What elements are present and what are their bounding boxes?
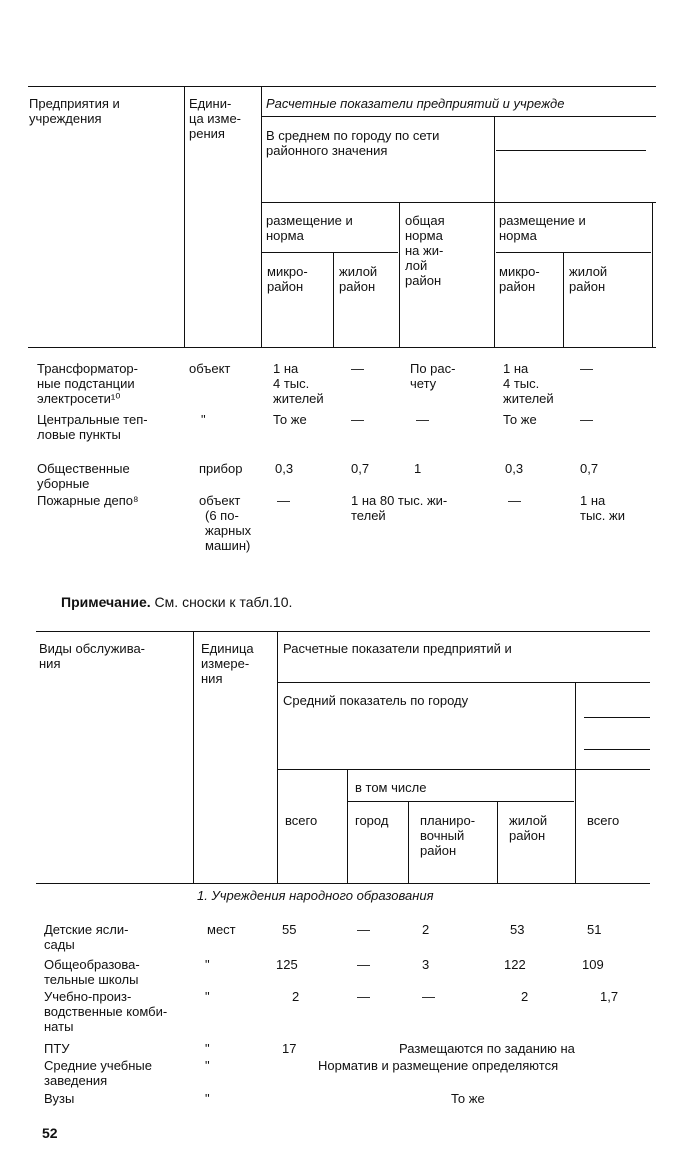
- row-fire-c2: 1 на 80 тыс. жи- телей: [351, 493, 448, 523]
- table2-header-bottom-rule: [36, 883, 650, 884]
- table2-col-line: [408, 801, 409, 883]
- row-fire-c4: —: [508, 493, 521, 508]
- row-toilets-c2: 0,7: [351, 461, 370, 476]
- header-city-average: В среднем по городу по сети районного значения: [266, 128, 440, 158]
- row-nursery-v5: 51: [587, 922, 602, 937]
- row-nursery-name: Детские ясли- сады: [44, 922, 129, 952]
- row-univ-unit: ": [205, 1091, 210, 1106]
- note-label: Примечание.: [61, 594, 151, 610]
- header-residential-2: жилой район: [569, 264, 608, 294]
- note-text: См. сноски к табл.10.: [150, 594, 293, 610]
- header-unit-2: Единица измере- ния: [201, 641, 254, 686]
- row-ukp-name: Учебно-произ- водственные комби- наты: [44, 989, 168, 1034]
- table2-col-line: [347, 769, 348, 883]
- table1-col-line: [184, 86, 185, 347]
- row-fire-unit: объект (6 по- жарных машин): [199, 493, 252, 553]
- row-secondary-unit: ": [205, 1058, 210, 1073]
- table1-col-line: [399, 202, 400, 347]
- table1-col-line: [494, 116, 495, 347]
- table2-col-line: [575, 682, 576, 883]
- row-ukp-v1: 2: [292, 989, 300, 1004]
- table1-col-line: [563, 252, 564, 347]
- table-note: [61, 595, 292, 610]
- row-transformer-c4: 1 на 4 тыс. жителей: [503, 361, 554, 406]
- table1-col-line: [261, 86, 262, 347]
- row-heat-name: Центральные теп- ловые пункты: [37, 412, 148, 442]
- table2-rule: [278, 769, 650, 770]
- header-services: Виды обслужива- ния: [39, 641, 146, 671]
- table2-col-line: [193, 631, 194, 883]
- header-residential: жилой район: [339, 264, 378, 294]
- row-heat-c1: То же: [273, 412, 307, 427]
- row-ukp-v5: 1,7: [600, 989, 619, 1004]
- table1-rule: [262, 252, 398, 253]
- row-ukp-v3: —: [422, 989, 435, 1004]
- row-toilets-c5: 0,7: [580, 461, 599, 476]
- header-general-norm: общая норма на жи- лой район: [405, 213, 445, 288]
- row-nursery-v1: 55: [282, 922, 297, 937]
- row-ptu-unit: ": [205, 1041, 210, 1056]
- table2-col-line: [277, 631, 278, 883]
- row-heat-unit: ": [201, 412, 206, 427]
- header-city: город: [355, 813, 389, 828]
- row-transformer-unit: объект: [189, 361, 231, 376]
- row-transformer-c5: —: [580, 361, 593, 376]
- row-ptu-name: ПТУ: [44, 1041, 70, 1056]
- header-total: всего: [285, 813, 318, 828]
- header-microdistrict-2: микро- район: [499, 264, 540, 294]
- header-placement-norm: размещение и норма: [266, 213, 353, 243]
- header-total-2: всего: [587, 813, 620, 828]
- header-enterprises: Предприятия и учреждения: [29, 96, 120, 126]
- row-secondary-note: Норматив и размещение определяются: [318, 1058, 559, 1073]
- row-nursery-v4: 53: [510, 922, 525, 937]
- header-placement-norm-2: размещение и норма: [499, 213, 586, 243]
- row-transformer-c2: —: [351, 361, 364, 376]
- table1-top-rule: [28, 86, 656, 87]
- header-planning-district: планиро- вочный район: [420, 813, 476, 858]
- row-schools-v1: 125: [276, 957, 298, 972]
- row-toilets-c3: 1: [414, 461, 422, 476]
- header-city-avg-2: Средний показатель по городу: [283, 693, 469, 708]
- row-toilets-c1: 0,3: [275, 461, 294, 476]
- page-number: 52: [42, 1125, 58, 1141]
- row-heat-c2: —: [351, 412, 364, 427]
- table1-rule: [496, 150, 646, 151]
- table1-header-bottom-rule: [28, 347, 656, 348]
- row-schools-v4: 122: [504, 957, 526, 972]
- table2-rule: [278, 682, 650, 683]
- header-indicators-title-2: Расчетные показатели предприятий и: [283, 641, 512, 656]
- row-schools-unit: ": [205, 957, 210, 972]
- table1-rule: [262, 202, 656, 203]
- row-schools-v2: —: [357, 957, 370, 972]
- row-heat-c5: —: [580, 412, 593, 427]
- row-toilets-unit: прибор: [199, 461, 243, 476]
- row-fire-name: Пожарные депо⁸: [37, 493, 139, 508]
- row-heat-c4: То же: [503, 412, 537, 427]
- table1-rule: [262, 116, 656, 117]
- table2-rule: [584, 749, 650, 750]
- row-fire-c5: 1 на тыс. жи: [580, 493, 625, 523]
- row-ptu-v1: 17: [282, 1041, 297, 1056]
- header-indicators-title: Расчетные показатели предприятий и учрежде: [266, 96, 565, 111]
- header-including: в том числе: [355, 780, 427, 795]
- section-title: 1. Учреждения народного образования: [197, 888, 434, 903]
- table2-col-line: [497, 801, 498, 883]
- row-ukp-v2: —: [357, 989, 370, 1004]
- row-nursery-v2: —: [357, 922, 370, 937]
- row-schools-v3: 3: [422, 957, 430, 972]
- row-schools-v5: 109: [582, 957, 604, 972]
- row-toilets-c4: 0,3: [505, 461, 524, 476]
- row-ukp-unit: ": [205, 989, 210, 1004]
- table1-col-line: [333, 252, 334, 347]
- header-microdistrict: микро- район: [267, 264, 308, 294]
- row-univ-name: Вузы: [44, 1091, 75, 1106]
- row-schools-name: Общеобразова- тельные школы: [44, 957, 140, 987]
- row-secondary-name: Средние учебные заведения: [44, 1058, 152, 1088]
- row-ptu-note: Размещаются по заданию на: [399, 1041, 575, 1056]
- row-toilets-name: Общественные уборные: [37, 461, 130, 491]
- row-transformer-c1: 1 на 4 тыс. жителей: [273, 361, 324, 406]
- header-unit: Едини- ца изме- рения: [189, 96, 242, 141]
- table2-rule: [584, 717, 650, 718]
- table2-top-rule: [36, 631, 650, 632]
- row-univ-note: То же: [451, 1091, 485, 1106]
- row-transformer-name: Трансформатор- ные подстанции электросети¹⁰: [37, 361, 138, 406]
- row-ukp-v4: 2: [521, 989, 529, 1004]
- table2-rule: [348, 801, 574, 802]
- table1-rule: [496, 252, 651, 253]
- row-transformer-c3: По рас- чету: [410, 361, 456, 391]
- row-nursery-unit: мест: [207, 922, 236, 937]
- row-nursery-v3: 2: [422, 922, 430, 937]
- row-fire-c1: —: [277, 493, 290, 508]
- table1-col-line: [652, 202, 653, 347]
- row-heat-c3: —: [416, 412, 429, 427]
- header-residential-district: жилой район: [509, 813, 548, 843]
